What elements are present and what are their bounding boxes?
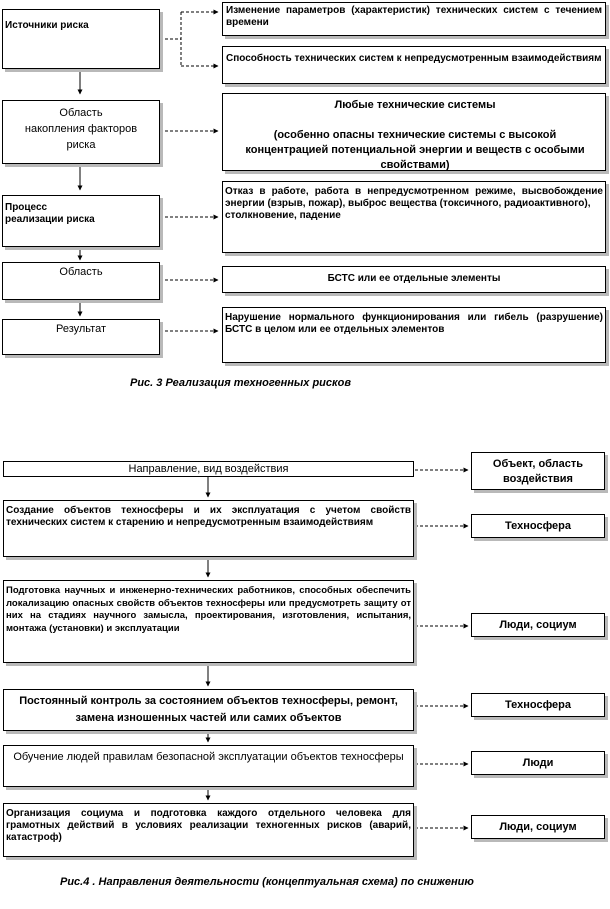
fig3-left-text-1: Источники риска — [5, 20, 89, 31]
fig3-left-box-1 — [2, 9, 160, 69]
fig4-right-text-1: Объект, область воздействия — [492, 458, 584, 485]
fig3-left-box-3 — [2, 195, 160, 247]
fig4-right-box-5 — [471, 751, 605, 775]
fig3-right-text-6: Нарушение нормального функционирования или гибель (разрушение) БСТС в целом или ее отдельных элементов — [225, 312, 603, 335]
fig4-right-text-2: Техносфера — [504, 520, 572, 532]
fig4-left-text-1: Направление, вид воздействия — [128, 463, 289, 475]
fig4-right-box-4 — [471, 693, 605, 717]
fig4-right-text-4: Техносфера — [504, 699, 572, 711]
fig4-left-text-4: Постоянный контроль за состоянием объектов техносферы, ремонт, замена изношенных частей или самих объектов — [19, 695, 398, 724]
fig4-right-text-5: Люди — [522, 757, 554, 769]
fig4-left-text-3: Подготовка научных и инженерно-технических работников, способных обеспечить локализацию опасных свойств объектов техносферы или предусмотреть защиту от них на стадиях научного замысла, проектирования, изготовления, испытания, монтажа (установки) и эксплуатации — [6, 585, 411, 634]
fig3-right-text-1: Изменение параметров (характеристик) технических систем с течением времени — [226, 5, 602, 28]
fig3-left-text-4: Область — [59, 266, 103, 278]
fig3-left-text-2: Область накопления факторов риска — [24, 107, 138, 151]
fig3-left-box-2 — [2, 100, 160, 164]
fig4-left-text-6: Организация социума и подготовка каждого отдельного человека для грамотных действий в условиях реализации техногенных рисков (аварий, катастроф) — [6, 808, 411, 843]
fig4-left-text-2: Создание объектов техносферы и их эксплуатация с учетом свойств технических систем к старению и непредусмотренным взаимодействиям — [6, 505, 411, 528]
fig4-right-text-6: Люди, социум — [499, 821, 577, 833]
fig3-right-box-5 — [222, 266, 606, 293]
fig3-left-text-3: Процесс реализации риска — [5, 202, 95, 225]
fig4-left-box-1 — [3, 461, 414, 477]
fig4-right-box-1 — [471, 452, 605, 490]
fig4-right-box-3 — [471, 613, 605, 637]
fig4-left-box-4 — [3, 689, 414, 731]
fig3-left-box-5 — [2, 319, 160, 355]
fig3-right-box-6 — [222, 307, 606, 363]
fig4-left-box-6 — [3, 803, 414, 857]
fig3-caption: Рис. 3 Реализация техногенных рисков — [130, 377, 351, 389]
fig3-left-box-4 — [2, 262, 160, 300]
fig3-left-text-5: Результат — [55, 323, 107, 335]
fig4-right-text-3: Люди, социум — [499, 619, 577, 631]
fig3-right-text-5: БСТС или ее отдельные элементы — [327, 273, 501, 284]
fig4-right-box-2 — [471, 514, 605, 538]
fig3-right-text-3: Любые технические системы (особенно опасны технические системы с высокой концентрацией потенциальной энергии и веществ с особыми свойствами) — [245, 99, 585, 171]
fig3-right-box-4 — [222, 181, 606, 253]
fig3-right-box-1 — [222, 2, 606, 36]
fig4-left-box-5 — [3, 745, 414, 787]
fig3-right-text-4: Отказ в работе, работа в непредусмотренном режиме, высвобождение энергии (взрыв, пожар), выброс вещества (токсичного, радиоактивного), столкновение, падение — [225, 186, 603, 221]
fig3-right-box-2 — [222, 46, 606, 84]
fig4-left-text-5: Обучение людей правилам безопасной эксплуатации объектов техносферы — [13, 751, 404, 763]
fig4-right-box-6 — [471, 815, 605, 839]
fig4-caption: Рис.4 . Направления деятельности (концептуальная схема) по снижению — [60, 876, 474, 888]
fig3-right-box-3 — [222, 93, 606, 171]
fig3-right-text-2: Способность технических систем к непредусмотренным взаимодействиям — [226, 53, 602, 64]
fig4-left-box-3 — [3, 580, 414, 663]
fig4-left-box-2 — [3, 500, 414, 557]
